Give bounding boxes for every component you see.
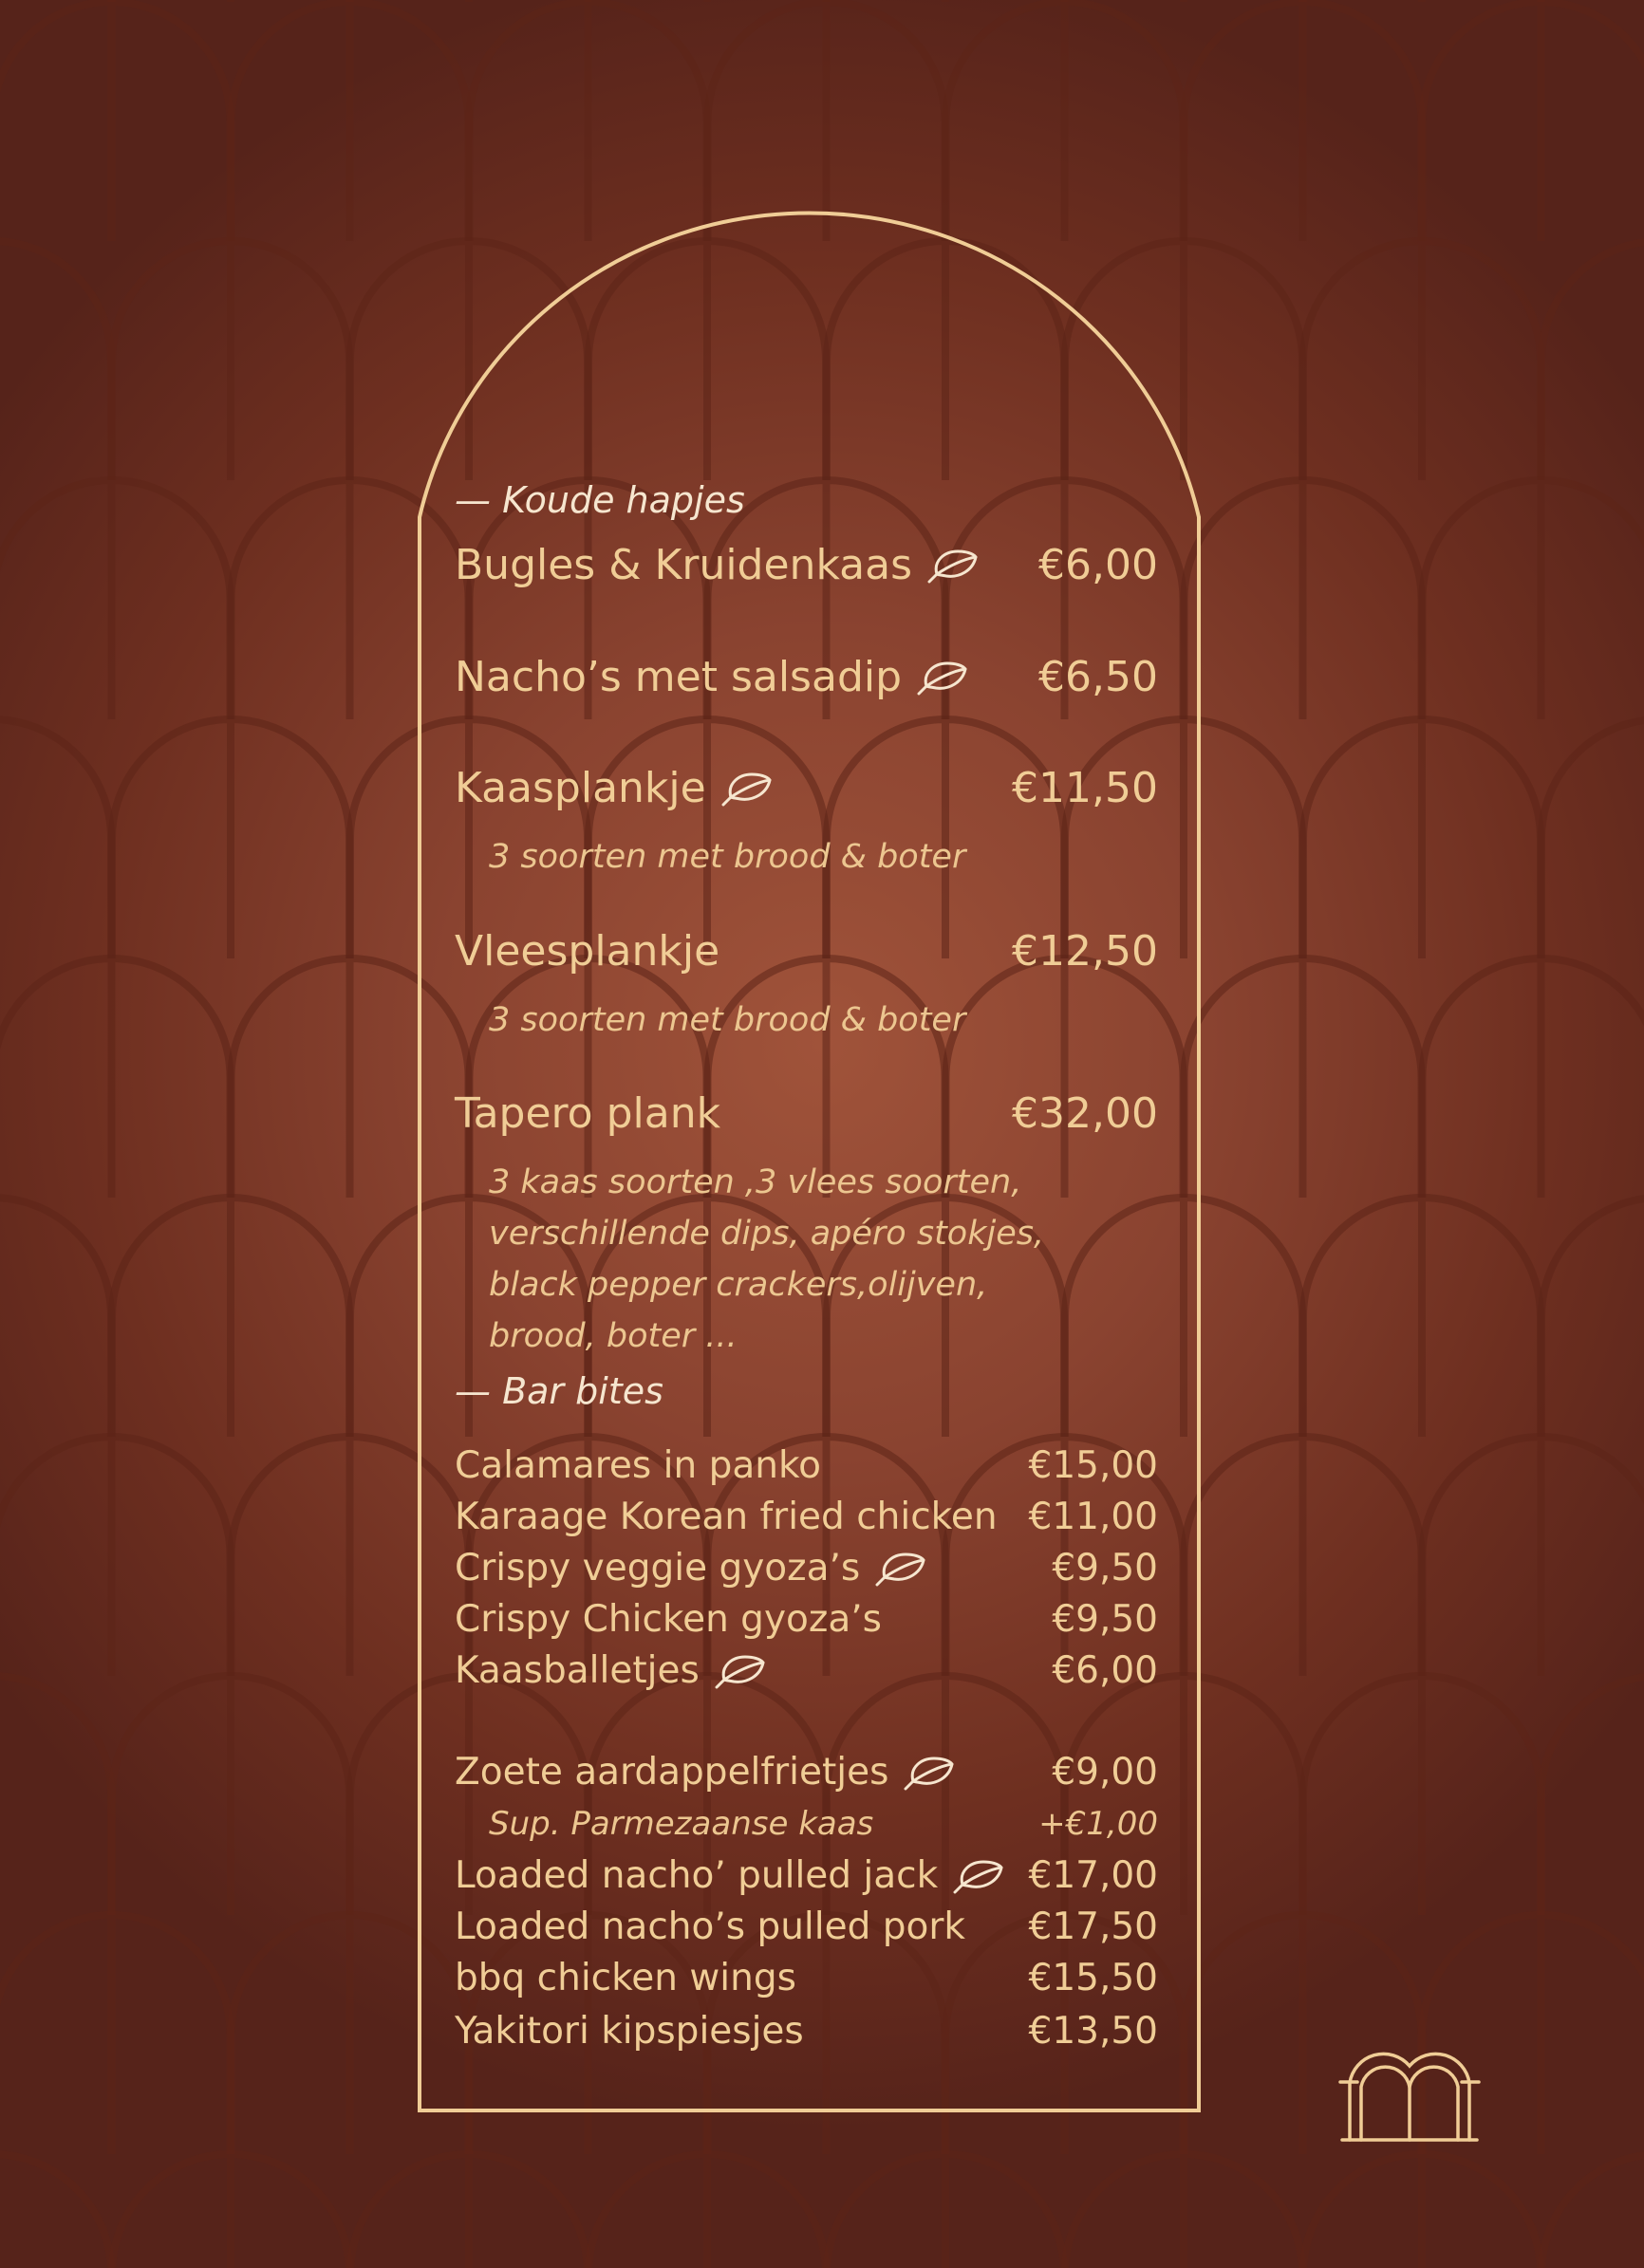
item-price: €15,50 xyxy=(1028,1956,1158,1999)
menu-item xyxy=(455,1900,1158,1953)
item-name: Crispy veggie gyoza’s xyxy=(455,1546,861,1589)
item-description-line: 3 kaas soorten ,3 vlees soorten, xyxy=(489,1163,1022,1201)
item-name: Calamares in panko xyxy=(455,1443,822,1487)
menu-item xyxy=(455,538,1158,591)
item-name: Yakitori kipspiesjes xyxy=(455,2009,804,2053)
item-name: Zoete aardappelfrietjes xyxy=(455,1750,889,1794)
menu-item xyxy=(455,2004,1158,2057)
leaf-icon xyxy=(713,1651,766,1689)
item-name: Loaded nacho’s pulled pork xyxy=(455,1905,965,1948)
leaf-icon xyxy=(873,1549,926,1587)
item-name: Kaasplankje xyxy=(455,763,706,812)
leaf-icon xyxy=(925,546,979,584)
menu-item xyxy=(455,1592,1158,1645)
item-price: €9,50 xyxy=(1052,1546,1158,1589)
item-supplement xyxy=(455,1800,1158,1848)
item-price: €9,00 xyxy=(1052,1750,1158,1794)
menu-item xyxy=(455,1439,1158,1492)
item-price: €13,50 xyxy=(1028,2009,1158,2053)
item-price: €15,00 xyxy=(1028,1443,1158,1487)
item-price: €9,50 xyxy=(1052,1597,1158,1641)
menu-item xyxy=(455,761,1158,814)
menu-item xyxy=(455,1849,1158,1902)
item-price: €11,00 xyxy=(1028,1495,1158,1538)
item-name: Crispy Chicken gyoza’s xyxy=(455,1597,882,1641)
menu-item xyxy=(455,1644,1158,1697)
item-name: Kaasballetjes xyxy=(455,1648,700,1692)
item-name: bbq chicken wings xyxy=(455,1956,796,1999)
menu-item xyxy=(455,924,1158,977)
item-price: €11,50 xyxy=(1012,763,1158,812)
item-price: €17,50 xyxy=(1028,1905,1158,1948)
menu-item xyxy=(455,1541,1158,1594)
menu-item xyxy=(455,650,1158,703)
item-name: Karaage Korean fried chicken xyxy=(455,1495,998,1538)
item-name: Nacho’s met salsadip xyxy=(455,652,903,701)
item-name: Tapero plank xyxy=(455,1088,721,1138)
menu-item xyxy=(455,1490,1158,1543)
item-description-line: brood, boter ... xyxy=(489,1317,738,1355)
item-name: Bugles & Kruidenkaas xyxy=(455,540,913,589)
leaf-icon xyxy=(719,769,773,807)
leaf-icon xyxy=(951,1856,1004,1894)
item-description: 3 soorten met brood & boter xyxy=(489,838,966,876)
item-name: Vleesplankje xyxy=(455,926,720,976)
leaf-icon xyxy=(902,1753,955,1791)
menu-item xyxy=(455,1745,1158,1798)
item-price: €12,50 xyxy=(1012,926,1158,976)
leaf-icon xyxy=(915,658,968,696)
menu-item xyxy=(455,1951,1158,2004)
section-title-bar-bites: — Bar bites xyxy=(455,1370,663,1412)
item-price: €6,50 xyxy=(1038,652,1158,701)
menu-item xyxy=(455,1087,1158,1140)
item-price: €32,00 xyxy=(1012,1088,1158,1138)
item-price: €17,00 xyxy=(1028,1853,1158,1897)
arch-logo xyxy=(1338,2045,1481,2145)
item-description-line: verschillende dips, apéro stokjes, xyxy=(489,1215,1045,1253)
item-description-line: black pepper crackers,olijven, xyxy=(489,1266,988,1304)
supplement-price: +€1,00 xyxy=(1038,1805,1158,1843)
supplement-label: Sup. Parmezaanse kaas xyxy=(489,1805,874,1843)
item-name: Loaded nacho’ pulled jack xyxy=(455,1853,939,1897)
section-title-koude-hapjes: — Koude hapjes xyxy=(455,479,745,521)
item-price: €6,00 xyxy=(1052,1648,1158,1692)
item-price: €6,00 xyxy=(1038,540,1158,589)
item-description: 3 soorten met brood & boter xyxy=(489,1001,966,1039)
